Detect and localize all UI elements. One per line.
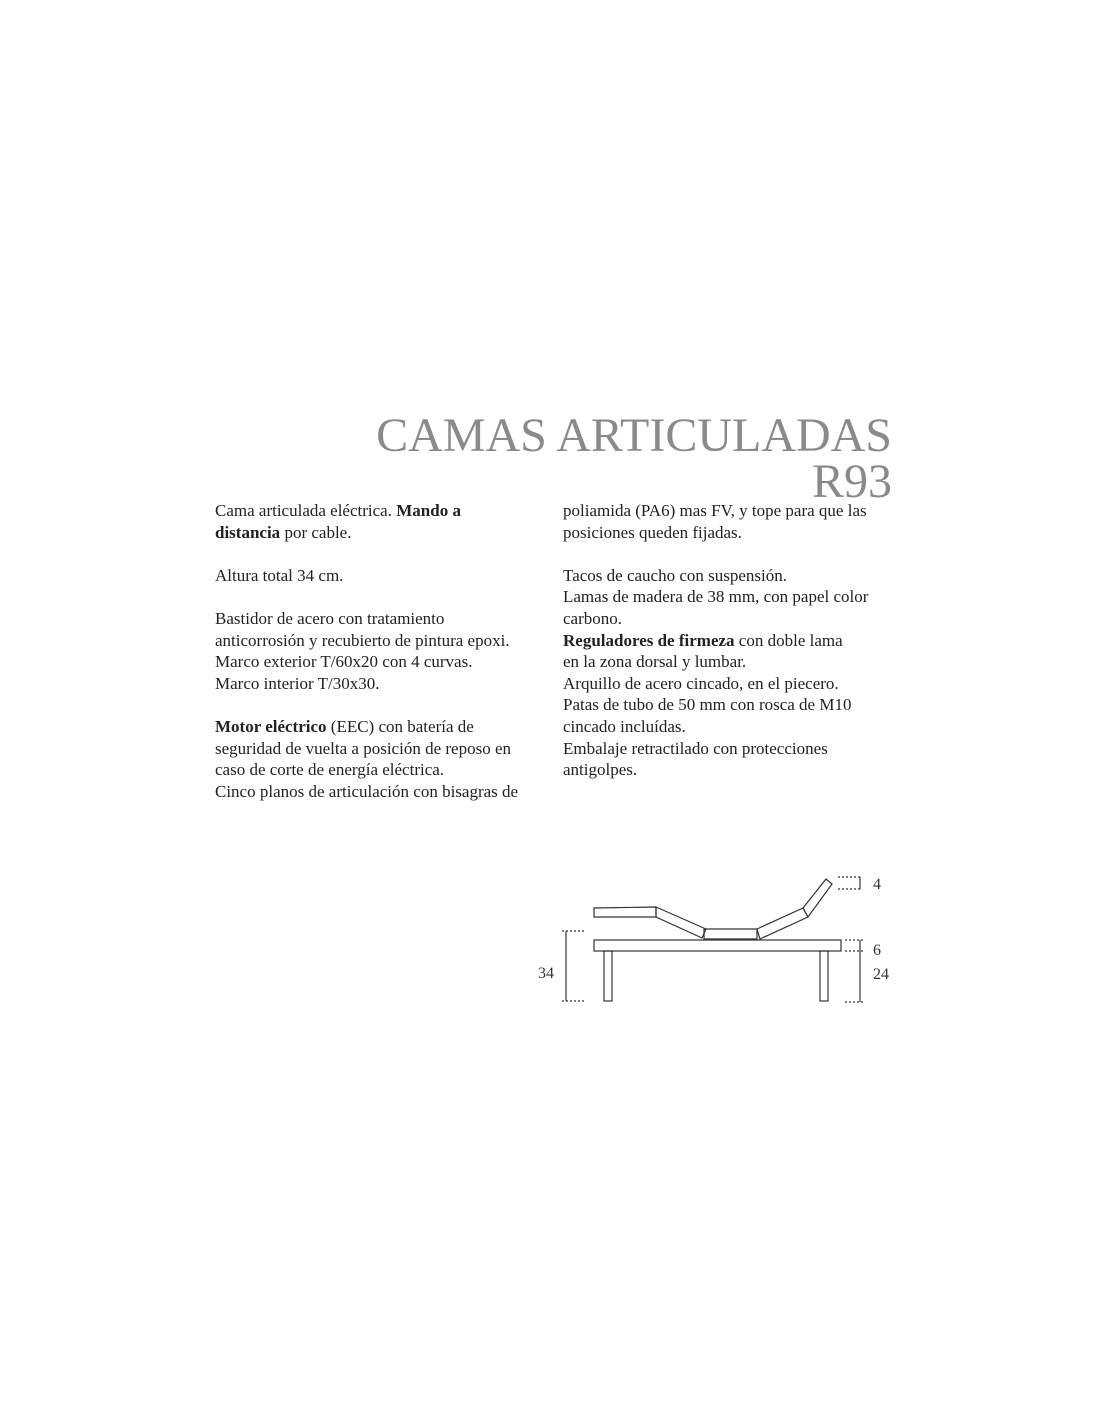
text-line: Cinco planos de articulación con bisagras de <box>215 781 519 801</box>
text-span: (EEC) con batería de <box>326 716 474 736</box>
text-line: carbono. <box>563 608 623 628</box>
base-frame <box>594 940 841 951</box>
dimension-label-frame: 6 <box>873 942 881 959</box>
text-line: antigolpes. <box>563 760 638 780</box>
bold-text: Mando a <box>396 501 461 520</box>
text-line: Tacos de caucho con suspensión. <box>563 565 787 585</box>
seat-section <box>704 929 757 939</box>
text-span: por cable. <box>280 522 352 542</box>
text-line: Marco interior T/30x30. <box>215 673 380 693</box>
dimension-label-total: 34 <box>538 965 554 982</box>
text-line: Lamas de madera de 38 mm, con papel color <box>563 587 869 607</box>
text-span: con doble lama <box>734 630 843 650</box>
text-line: Patas de tubo de 50 mm con rosca de M10 <box>563 695 852 715</box>
text-line: seguridad de vuelta a posición de reposo en <box>215 738 511 758</box>
text-line: posiciones queden fijadas. <box>563 522 742 542</box>
text-line: Marco exterior T/60x20 con 4 curvas. <box>215 652 473 672</box>
bold-text: Motor eléctrico <box>215 716 327 736</box>
right-leg <box>820 951 828 1001</box>
text-line: anticorrosión y recubierto de pintura epoxi. <box>215 630 510 650</box>
title-line-2: R93 <box>811 455 892 508</box>
text-line: poliamida (PA6) mas FV, y tope para que las <box>563 501 867 520</box>
left-leg <box>604 951 612 1001</box>
text-line: Altura total 34 cm. <box>215 565 344 585</box>
text-line: Arquillo de acero cincado, en el piecero. <box>563 673 839 693</box>
text-line: caso de corte de energía eléctrica. <box>215 760 445 780</box>
foot-section <box>803 879 832 917</box>
bold-text: distancia <box>215 522 281 542</box>
dimension-label-legs: 24 <box>873 966 889 983</box>
bold-text: Reguladores de firmeza <box>563 630 735 650</box>
text-span: Cama articulada eléctrica. <box>215 501 397 520</box>
title-line-1: CAMAS ARTICULADAS <box>376 409 892 462</box>
text-line: cincado incluídas. <box>563 716 686 736</box>
dimension-label-top: 4 <box>873 876 881 893</box>
text-line: en la zona dorsal y lumbar. <box>563 652 747 672</box>
thigh-section <box>757 908 808 939</box>
back-section <box>656 907 706 938</box>
text-line: Bastidor de acero con tratamiento <box>215 608 445 628</box>
head-section <box>594 907 656 917</box>
text-line: Embalaje retractilado con protecciones <box>563 738 828 758</box>
